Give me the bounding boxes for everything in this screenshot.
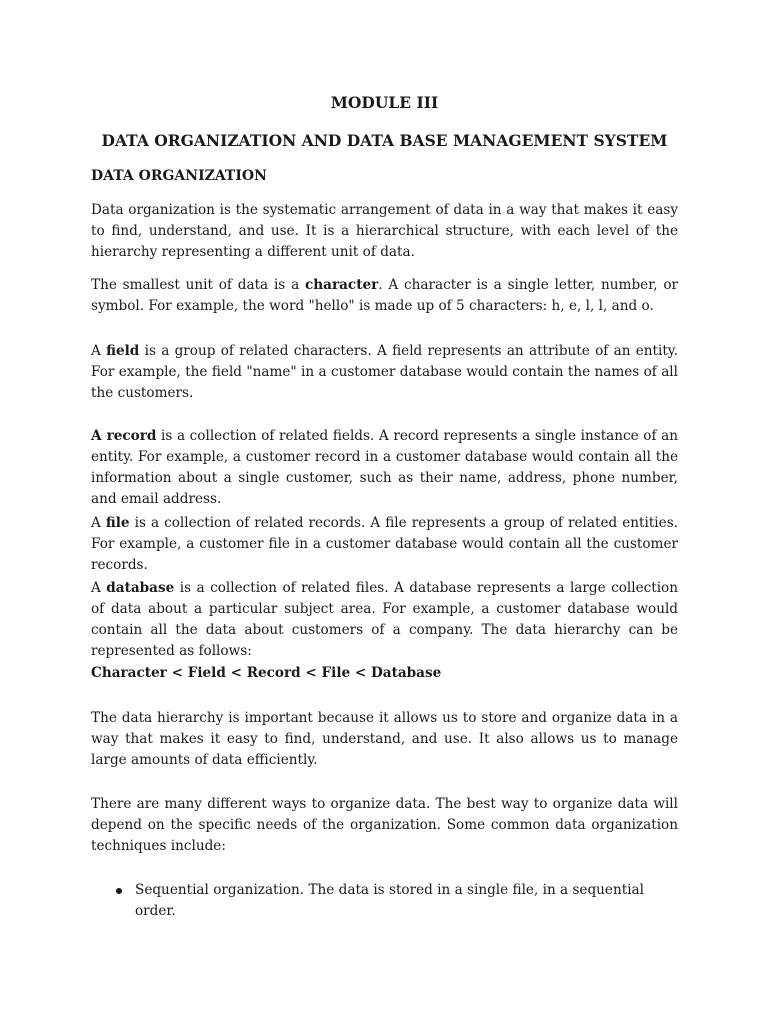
term-database: database	[106, 580, 175, 596]
paragraph-file	[91, 513, 678, 576]
paragraph-field	[91, 341, 678, 404]
list-item-text: Sequential organization. The data is stored in a single file, in a sequential order.	[135, 882, 644, 919]
paragraph-organization-techniques: There are many different ways to organize data. The best way to organize data will depend on the specific needs of the organization. Some common data organization techniques include:	[91, 796, 678, 854]
paragraph-database	[91, 578, 678, 662]
bullet-icon	[116, 888, 122, 894]
list-item	[91, 880, 678, 922]
paragraph-text: is a collection of related files. A database represents a large collection of data about a particular subject area. For example, a customer database would contain all the data about customers of a company. The data hierarchy can be represented as follows:	[91, 580, 678, 659]
paragraph-character	[91, 275, 678, 317]
paragraph-text: is a collection of related records. A file represents a group of related entities. For example, a customer file in a customer database would contain all the customer records.	[91, 515, 678, 573]
paragraph-text: The smallest unit of data is a	[91, 277, 305, 293]
paragraph-text: is a group of related characters. A field represents an attribute of an entity. For example, the field "name" in a customer database would contain the names of all the customers.	[91, 343, 678, 401]
section-heading: DATA ORGANIZATION	[91, 168, 267, 184]
term-record: A record	[91, 428, 157, 444]
term-file: file	[105, 515, 130, 531]
techniques-list	[91, 880, 678, 922]
paragraph-text: A	[91, 515, 106, 531]
paragraph-text: A	[91, 343, 107, 359]
paragraph-text: is a collection of related fields. A record represents a single instance of an entity. For example, a customer record in a customer database would contain all the information about a single customer, such as their name, address, phone number, and email address.	[91, 428, 678, 507]
paragraph-hierarchy-importance: The data hierarchy is important because it allows us to store and organize data in a way that makes it easy to find, understand, and use. It also allows us to manage large amounts of data efficiently.	[91, 710, 678, 768]
term-field: field	[106, 343, 140, 359]
hierarchy-line: Character < Field < Record < File < Database	[91, 665, 442, 681]
document-page	[91, 0, 678, 1024]
paragraph-record	[91, 426, 678, 510]
module-title: MODULE III	[330, 93, 439, 112]
paragraph-text: A	[91, 580, 107, 596]
paragraph-intro: Data organization is the systematic arrangement of data in a way that makes it easy to find, understand, and use. It is a hierarchical structure, with each level of the hierarchy representing a different unit of data.	[91, 202, 678, 260]
chapter-title: DATA ORGANIZATION AND DATA BASE MANAGEMENT SYSTEM	[101, 131, 668, 150]
term-character: character	[304, 277, 379, 293]
paragraph-text: . A character is a single letter, number, or symbol. For example, the word "hello" is made up of 5 characters: h, e, l, l, and o.	[91, 277, 678, 314]
